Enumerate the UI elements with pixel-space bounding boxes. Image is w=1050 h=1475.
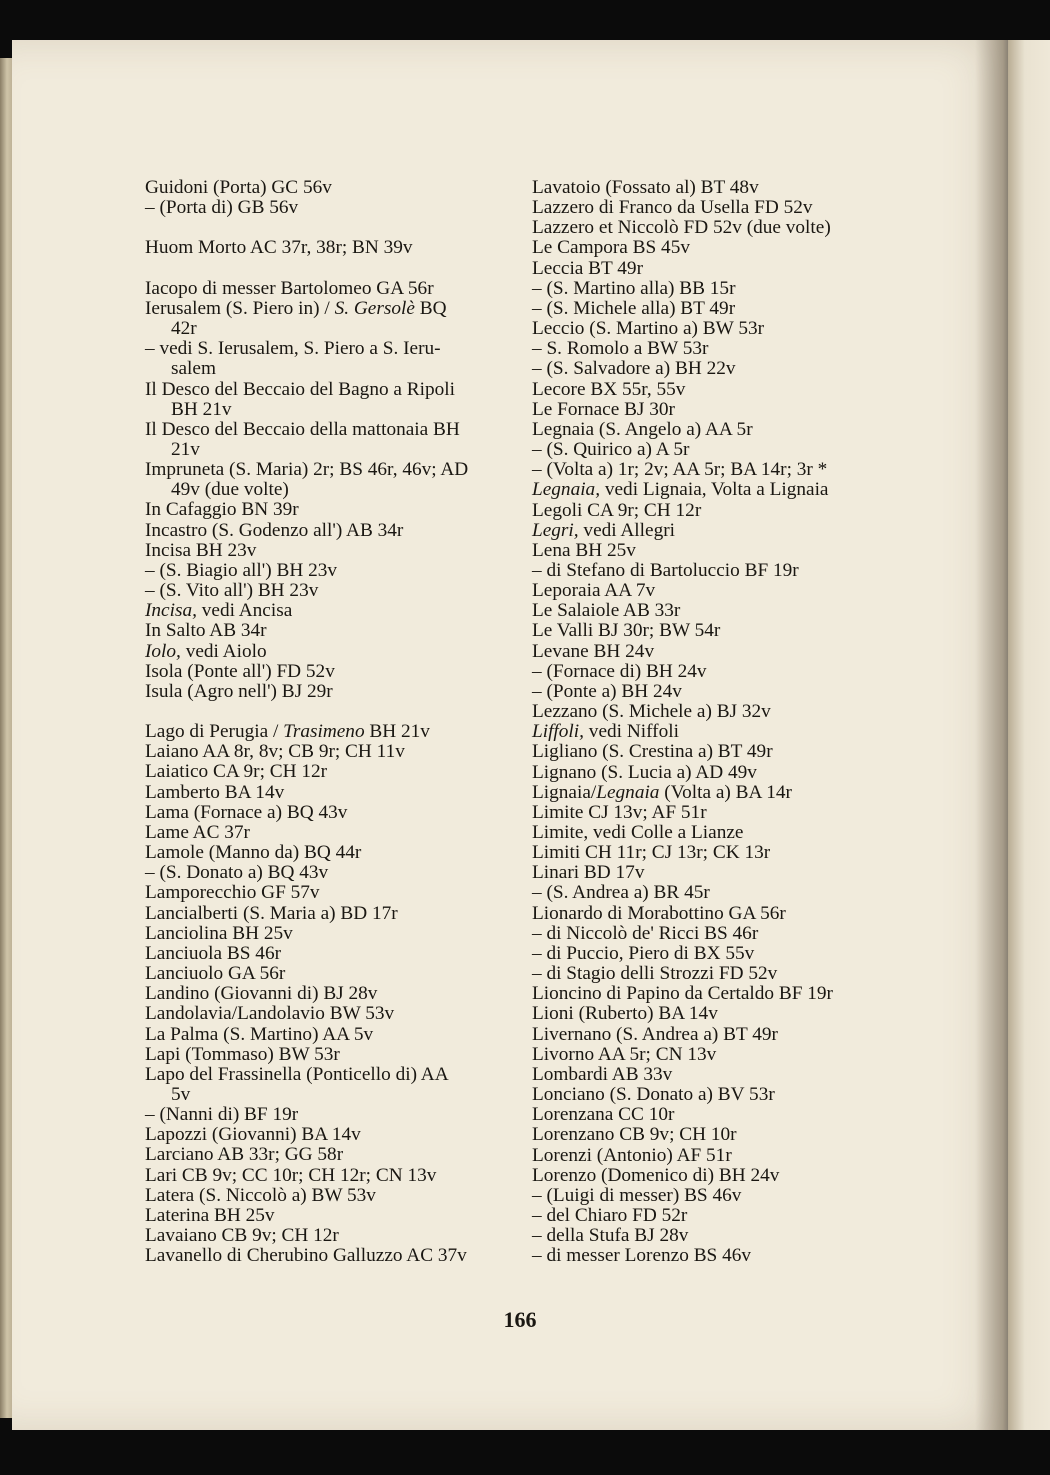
index-entry [145,521,513,541]
entry-text: Lorenzo (Domenico di) BH 24v [532,1164,780,1186]
entry-text: Iacopo di messer Bartolomeo GA 56r [145,277,434,299]
index-entry [145,642,513,662]
index-entry [532,1166,894,1186]
index-entry [532,843,894,863]
entry-text: Latera (S. Niccolò a) BW 53v [145,1184,376,1206]
entry-text: Lorenzana CC 10r [532,1104,675,1126]
entry-text: – della Stufa BJ 28v [532,1225,689,1247]
entry-text: Landolavia/Landolavio BW 53v [145,1003,395,1025]
index-entry [532,964,894,984]
index-entry [145,1226,513,1246]
index-entry [145,561,513,581]
index-entry [145,178,513,198]
entry-text: Lonciano (S. Donato a) BV 53r [532,1084,775,1106]
entry-text: – (Luigi di messer) BS 46v [532,1184,742,1206]
entry-italic-text: Liffoli, [532,721,584,743]
entry-text: – di messer Lorenzo BS 46v [532,1245,752,1267]
index-entry [532,1105,894,1125]
index-entry [145,299,513,319]
entry-italic-text: Legnaia, [532,479,601,501]
entry-text: Lamberto BA 14v [145,781,285,803]
index-entry [532,763,894,783]
index-entry [145,1105,513,1125]
entry-text: Laterina BH 25v [145,1204,275,1226]
index-entry [532,662,894,682]
entry-text: Incisa BH 23v [145,539,257,561]
index-entry [532,924,894,944]
entry-text: Le Salaiole AB 33r [532,600,681,622]
entry-spacer [145,702,513,722]
entry-text: – di Stefano di Bartoluccio BF 19r [532,559,799,581]
entry-italic-text: Legnaia [596,781,660,803]
entry-text: Lavaiano CB 9v; CH 12r [145,1225,339,1247]
index-entry [145,1065,513,1085]
index-entry [145,1145,513,1165]
index-entry [145,662,513,682]
entry-text: – (Fornace di) BH 24v [532,660,707,682]
entry-text: Lorenzi (Antonio) AF 51r [532,1144,732,1166]
entry-text: Laiatico CA 9r; CH 12r [145,761,328,783]
index-entry [145,883,513,903]
entry-text: La Palma (S. Martino) AA 5v [145,1023,374,1045]
entry-text: – (S. Andrea a) BR 45r [532,882,710,904]
entry-italic-text: Iolo, [145,640,181,662]
index-entry [532,259,894,279]
index-entry [145,601,513,621]
index-entry [145,863,513,883]
entry-text: – (S. Quirico a) A 5r [532,439,690,461]
index-entry [145,964,513,984]
index-entry [145,682,513,702]
index-entry [532,883,894,903]
entry-text: Lombardi AB 33v [532,1063,673,1085]
entry-text: Lari CB 9v; CC 10r; CH 12r; CN 13v [145,1164,437,1186]
entry-text: Lioncino di Papino da Certaldo BF 19r [532,983,833,1005]
entry-text: Lavanello di Cherubino Galluzzo AC 37v [145,1245,467,1267]
index-column-right [532,178,894,1266]
index-entry [145,722,513,742]
entry-text: Le Campora BS 45v [532,237,690,259]
entry-text: Incastro (S. Godenzo all') AB 34r [145,519,404,541]
entry-italic-text: Trasimeno [283,721,365,743]
index-entry [145,1246,513,1266]
entry-spacer [145,259,513,279]
entry-text-after: BQ [414,297,447,319]
entry-text: Linari BD 17v [532,862,645,884]
index-entry [532,400,894,420]
entry-text: Lanciuola BS 46r [145,942,282,964]
index-entry [145,1085,513,1105]
index-entry [145,460,513,480]
entry-italic-text: Legri, [532,519,579,541]
entry-text: – (S. Michele alla) BT 49r [532,297,736,319]
entry-text: 5v [171,1083,191,1105]
entry-text: Landino (Giovanni di) BJ 28v [145,983,378,1005]
entry-text: – (S. Donato a) BQ 43v [145,862,329,884]
index-entry [532,460,894,480]
index-entry [532,863,894,883]
entry-text: Lanciuolo GA 56r [145,963,286,985]
entry-text: – (S. Martino alla) BB 15r [532,277,736,299]
entry-text: Lancialberti (S. Maria a) BD 17r [145,902,398,924]
entry-text: Lapozzi (Giovanni) BA 14v [145,1124,361,1146]
index-entry [532,380,894,400]
index-entry [145,803,513,823]
entry-text: Le Fornace BJ 30r [532,398,675,420]
index-entry [532,803,894,823]
entry-text: 21v [171,439,200,460]
index-entry [145,1206,513,1226]
entry-text: Guidoni (Porta) GC 56v [145,177,332,198]
index-entry [145,279,513,299]
index-entry [145,1004,513,1024]
entry-text: 42r [171,318,197,340]
entry-text-after: vedi Niffoli [583,721,679,743]
index-entry [532,742,894,762]
entry-text: – del Chiaro FD 52r [532,1204,688,1226]
index-column-left [145,178,513,1266]
entry-text: Isula (Agro nell') BJ 29r [145,680,333,702]
entry-text: Il Desco del Beccaio del Bagno a Ripoli [145,378,456,400]
entry-text: In Salto AB 34r [145,620,267,642]
index-entry [532,682,894,702]
index-entry [532,642,894,662]
index-entry [532,581,894,601]
entry-text: In Cafaggio BN 39r [145,499,299,521]
index-entry [532,904,894,924]
index-entry [145,339,513,359]
index-entry [145,380,513,400]
index-entry [532,279,894,299]
index-entry [145,621,513,641]
entry-text: – (Nanni di) BF 19r [145,1104,299,1126]
entry-text: – (S. Biagio all') BH 23v [145,559,337,581]
index-entry [532,1206,894,1226]
index-entry [532,1226,894,1246]
entry-text: Limiti CH 11r; CJ 13r; CK 13r [532,842,771,864]
index-entry [532,783,894,803]
entry-text: – (Ponte a) BH 24v [532,680,682,702]
index-entry [532,1146,894,1166]
index-entry [145,541,513,561]
index-entry [532,702,894,722]
entry-text: Leccia BT 49r [532,257,643,279]
entry-text: Lavatoio (Fossato al) BT 48v [532,177,759,198]
entry-text: – di Puccio, Piero di BX 55v [532,942,755,964]
index-entry [532,198,894,218]
index-entry [145,984,513,1004]
index-entry [532,984,894,1004]
entry-text: Lame AC 37r [145,821,250,843]
entry-text: Lignano (S. Lucia a) AD 49v [532,761,757,783]
facing-page-edge [1008,40,1050,1430]
index-entry [145,924,513,944]
entry-text: Lignaia/ [532,781,597,803]
entry-text: Il Desco del Beccaio della mattonaia BH [145,418,460,440]
index-entry [532,1186,894,1206]
entry-text: Livernano (S. Andrea a) BT 49r [532,1023,778,1045]
entry-text: Lago di Perugia / [145,721,284,743]
index-entry [532,541,894,561]
index-entry [145,319,513,339]
index-entry [532,1045,894,1065]
entry-text: Lapi (Tommaso) BW 53r [145,1043,340,1065]
entry-text: Lamporecchio GF 57v [145,882,320,904]
index-entry [532,1085,894,1105]
entry-text: salem [171,358,216,380]
entry-text: Lazzero di Franco da Usella FD 52v [532,197,813,219]
entry-text: Lapo del Frassinella (Ponticello di) AA [145,1063,449,1085]
entry-text-after: vedi Aiolo [180,640,267,662]
entry-text: Limite, vedi Colle a Lianze [532,822,744,843]
entry-text: – (Volta a) 1r; 2v; AA 5r; BA 14r; 3r * [532,459,828,481]
entry-text: Lena BH 25v [532,539,636,561]
entry-text: – vedi S. Ierusalem, S. Piero a S. Ieru- [145,338,441,360]
entry-text: BH 21v [171,398,232,420]
entry-text-after: vedi Ancisa [196,600,293,622]
index-entry [145,762,513,782]
index-entry [145,1166,513,1186]
entry-text: Ierusalem (S. Piero in) / [145,297,335,319]
index-entry [145,480,513,500]
index-entry [532,521,894,541]
entry-text: Ligliano (S. Crestina a) BT 49r [532,741,773,763]
index-entry [145,359,513,379]
index-entry [145,823,513,843]
index-entry [145,843,513,863]
entry-text: 49v (due volte) [171,479,289,501]
index-entry [145,1186,513,1206]
entry-text: Laiano AA 8r, 8v; CB 9r; CH 11v [145,741,405,763]
entry-text: Legoli CA 9r; CH 12r [532,499,702,521]
index-entry [532,1004,894,1024]
index-entry [532,299,894,319]
index-entry [532,621,894,641]
index-entry [532,440,894,460]
entry-text: Limite CJ 13v; AF 51r [532,801,707,823]
entry-text: Lama (Fornace a) BQ 43v [145,801,348,823]
index-entry [532,601,894,621]
index-entry [532,722,894,742]
entry-text: Lecore BX 55r, 55v [532,378,686,400]
entry-spacer [145,218,513,238]
index-entry [532,1246,894,1266]
index-entry [145,742,513,762]
index-entry [532,944,894,964]
index-entry [145,198,513,218]
index-entry [145,1125,513,1145]
index-entry [145,1045,513,1065]
entry-text: Levane BH 24v [532,640,655,662]
entry-text: Leporaia AA 7v [532,580,656,602]
entry-text-after: BH 21v [364,721,430,743]
entry-text: Lezzano (S. Michele a) BJ 32v [532,701,771,723]
index-entry [145,1025,513,1045]
index-entry [532,339,894,359]
index-entry [532,178,894,198]
entry-text: – S. Romolo a BW 53r [532,338,709,360]
index-entry [145,944,513,964]
entry-italic-text: Incisa, [145,600,197,622]
index-entry [145,238,513,258]
entry-text: Livorno AA 5r; CN 13v [532,1043,717,1065]
index-entry [145,420,513,440]
index-entry [145,783,513,803]
entry-text: Lioni (Ruberto) BA 14v [532,1003,718,1025]
entry-text: – (Porta di) GB 56v [145,197,299,219]
index-entry [145,904,513,924]
index-entry [532,1065,894,1085]
index-entry [145,440,513,460]
index-entry [532,359,894,379]
entry-text: Lionardo di Morabottino GA 56r [532,902,786,924]
index-entry [532,823,894,843]
index-entry [532,218,894,238]
index-entry [532,561,894,581]
entry-text: – di Niccolò de' Ricci BS 46r [532,922,759,944]
entry-text: – (S. Salvadore a) BH 22v [532,358,736,380]
index-entry [532,1125,894,1145]
entry-text: Huom Morto AC 37r, 38r; BN 39v [145,237,413,259]
entry-text: Leccio (S. Martino a) BW 53r [532,318,765,340]
page-number: 166 [503,1307,537,1332]
entry-text: – di Stagio delli Strozzi FD 52v [532,963,778,985]
entry-text-after: vedi Lignaia, Volta a Lignaia [600,479,829,501]
entry-text: Le Valli BJ 30r; BW 54r [532,620,721,642]
entry-text-after: vedi Allegri [578,519,675,541]
entry-italic-text: S. Gersolè [334,297,415,319]
index-entry [532,1025,894,1045]
entry-text: Lanciolina BH 25v [145,922,293,944]
index-entry [532,420,894,440]
entry-text: Isola (Ponte all') FD 52v [145,660,335,682]
index-entry [145,500,513,520]
entry-text: Larciano AB 33r; GG 58r [145,1144,344,1166]
index-entry [532,238,894,258]
entry-text: Lorenzano CB 9v; CH 10r [532,1124,737,1146]
index-entry [532,480,894,500]
index-entry [145,400,513,420]
index-entry [145,581,513,601]
entry-text: Impruneta (S. Maria) 2r; BS 46r, 46v; AD [145,459,469,481]
entry-text: Lamole (Manno da) BQ 44r [145,842,362,864]
index-entry [532,501,894,521]
index-entry [532,319,894,339]
entry-text: – (S. Vito all') BH 23v [145,580,319,602]
entry-text: Legnaia (S. Angelo a) AA 5r [532,418,753,440]
entry-text-after: (Volta a) BA 14r [659,781,792,803]
entry-text: Lazzero et Niccolò FD 52v (due volte) [532,217,831,239]
